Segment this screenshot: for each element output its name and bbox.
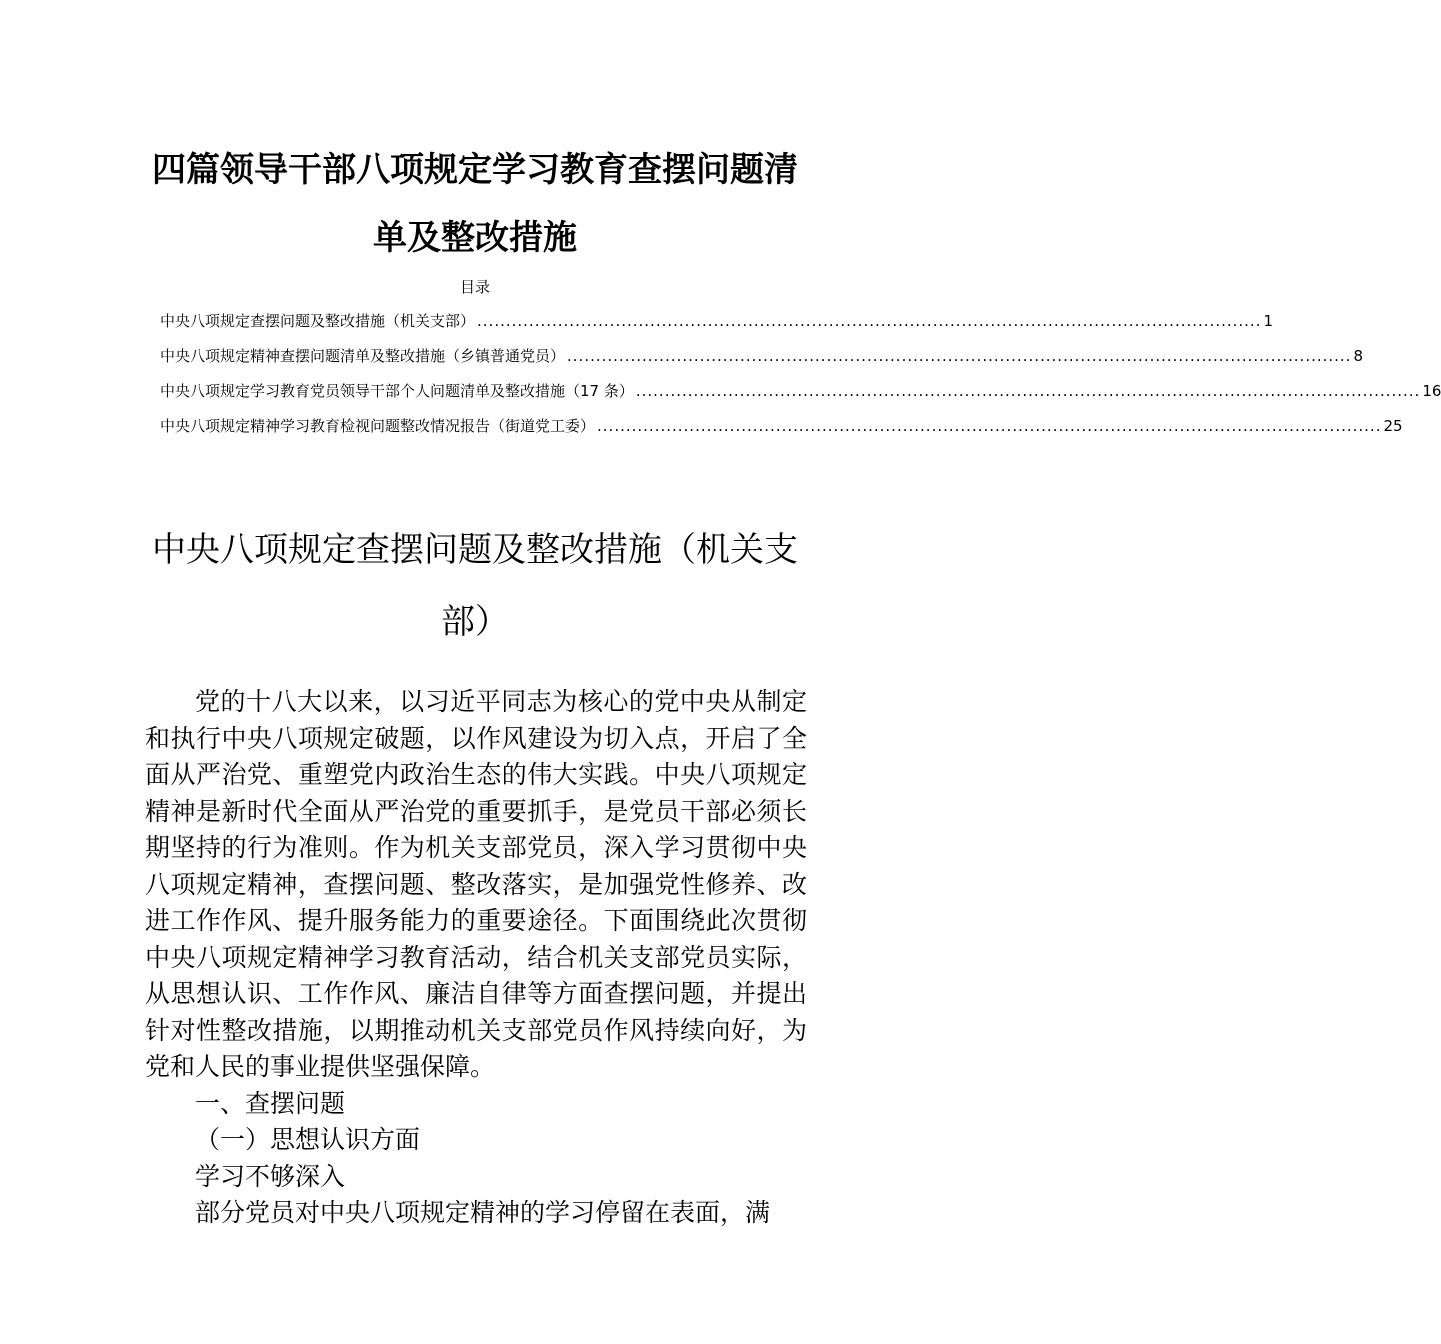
- toc-entry-text: 中央八项规定学习教育党员领导干部个人问题清单及整改措施（17 条）: [160, 382, 634, 400]
- toc-page-number: 1: [1263, 312, 1274, 330]
- toc-leader-dots: ........................................................................................................................................: [567, 347, 1352, 365]
- toc-entry[interactable]: [160, 310, 1274, 332]
- toc-entry[interactable]: [160, 415, 1403, 437]
- body-paragraph: 部分党员对中央八项规定精神的学习停留在表面，满: [195, 1198, 771, 1227]
- toc-page-number: 8: [1353, 347, 1364, 365]
- toc-entry-text: 中央八项规定查摆问题及整改措施（机关支部）: [160, 312, 476, 330]
- toc-leader-dots: ........................................................................................................................................: [477, 312, 1262, 330]
- document-title: 四篇领导干部八项规定学习教育查摆问题清单及整改措施: [152, 150, 798, 258]
- table-of-contents: [160, 310, 1441, 450]
- toc-leader-dots: ........................................................................................................................................: [635, 382, 1421, 400]
- heading-level-3: 学习不够深入: [195, 1161, 346, 1191]
- toc-entry-text: 中央八项规定精神学习教育检视问题整改情况报告（街道党工委）: [160, 417, 596, 435]
- intro-paragraph: 党的十八大以来，以习近平同志为核心的党中央从制定和执行中央八项规定破题，以作风建设为切入点，开启了全面从严治党、重塑党内政治生态的伟大实践。中央八项规定精神是新时代全面从严治党的重要抓手，是党员干部必须长期坚持的行为准则。作为机关支部党员，深入学习贯彻中央八项规定精神，查摆问题、整改落实，是加强党性修养、改进工作作风、提升服务能力的重要途径。下面围绕此次贯彻中央八项规定精神学习教育活动，结合机关支部党员实际，从思想认识、工作作风、廉洁自律等方面查摆问题，并提出针对性整改措施，以期推动机关支部党员作风持续向好，为党和人民的事业提供坚强保障。: [145, 687, 807, 1081]
- heading-level-2: （一）思想认识方面: [195, 1125, 421, 1154]
- body-text: [145, 684, 807, 1232]
- toc-heading: 目录: [459, 278, 490, 296]
- toc-entry-text: 中央八项规定精神查摆问题清单及整改措施（乡镇普通党员）: [160, 347, 566, 365]
- toc-page-number: 16: [1422, 382, 1441, 400]
- toc-leader-dots: ........................................................................................................................................: [597, 417, 1382, 435]
- toc-page-number: 25: [1383, 417, 1403, 435]
- section-title: 中央八项规定查摆问题及整改措施（机关支部）: [152, 530, 798, 642]
- toc-entry[interactable]: [160, 345, 1364, 367]
- toc-entry[interactable]: [160, 380, 1441, 402]
- heading-level-1: 一、查摆问题: [195, 1088, 346, 1118]
